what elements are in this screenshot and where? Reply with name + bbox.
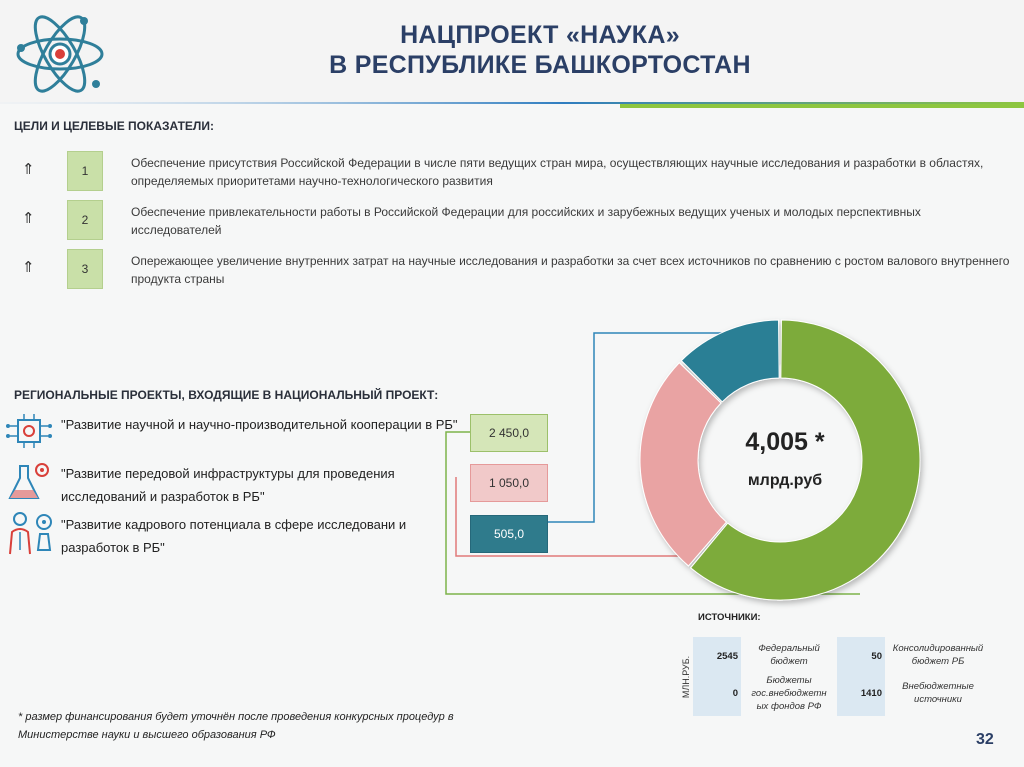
source-value-extrabudget: 1410 — [860, 688, 882, 699]
source-value-federal: 2545 — [716, 651, 738, 662]
sources-value-column-1 — [693, 637, 741, 716]
total-unit: млрд.руб — [747, 472, 823, 489]
total-value: 4,005 * — [745, 428, 825, 456]
goal-text-1: Обеспечение присутствия Российской Федерации в числе пяти ведущих стран мира, осуществляющих научные исследования и разработки в областях, определяемых приоритетами научно-технологического развития — [131, 156, 984, 188]
project-value-2: 1 050,0 — [470, 464, 548, 502]
project-text-3: "Развитие кадрового потенциала в сфере исследовани и разработок в РБ" — [61, 517, 407, 555]
goal-number-1: 1 — [67, 151, 103, 191]
project-value-1: 2 450,0 — [470, 414, 548, 452]
project-text-2: "Развитие передовой инфраструктуры для проведения исследований и разработок в РБ" — [61, 466, 395, 504]
source-label-consolidated: Консолидированный бюджет РБ — [892, 643, 984, 667]
goal-text-3: Опережающее увеличение внутренних затрат на научные исследования и разработки за счет всех источников по сравнению с ростом валового внутреннего продукта страны — [131, 254, 1010, 286]
up-arrow-icon: ⇑ — [22, 259, 35, 276]
up-arrow-icon: ⇑ — [22, 210, 35, 227]
goal-number-2: 2 — [67, 200, 103, 240]
project-value-3: 505,0 — [470, 515, 548, 553]
goals-heading: ЦЕЛИ И ЦЕЛЕВЫЕ ПОКАЗАТЕЛИ: — [14, 119, 214, 133]
source-value-consolidated: 50 — [871, 651, 882, 662]
regional-heading: РЕГИОНАЛЬНЫЕ ПРОЕКТЫ, ВХОДЯЩИЕ В НАЦИОНАЛЬНЫЙ ПРОЕКТ: — [14, 388, 439, 402]
title-line-2: В РЕСПУБЛИКЕ БАШКОРТОСТАН — [329, 51, 751, 79]
up-arrow-icon: ⇑ — [22, 161, 35, 178]
goal-number-3: 3 — [67, 249, 103, 289]
sources-unit-label: МЛН.РУБ. — [681, 655, 691, 699]
sources-value-column-2 — [837, 637, 885, 716]
title-line-1: НАЦПРОЕКТ «НАУКА» — [400, 21, 680, 49]
source-label-federal: Федеральный бюджет — [758, 643, 820, 667]
source-value-funds: 0 — [732, 688, 738, 699]
footnote: * размер финансирования будет уточнён после проведения конкурсных процедур в Министерстве науки и высшего образования РФ — [18, 711, 454, 741]
project-text-1: "Развитие научной и научно-производительной кооперации в РБ" — [61, 417, 458, 432]
source-label-extrabudget: Внебюджетные источники — [902, 681, 974, 705]
goal-text-2: Обеспечение привлекательности работы в Российской Федерации для российских и зарубежных ведущих ученых и молодых перспективных исследователей — [131, 205, 921, 237]
source-label-funds: Бюджеты гос.внебюджетн ых фондов РФ — [751, 675, 827, 712]
page-number: 32 — [976, 731, 994, 748]
sources-heading: ИСТОЧНИКИ: — [698, 612, 761, 623]
funding-donut-chart — [630, 310, 930, 610]
